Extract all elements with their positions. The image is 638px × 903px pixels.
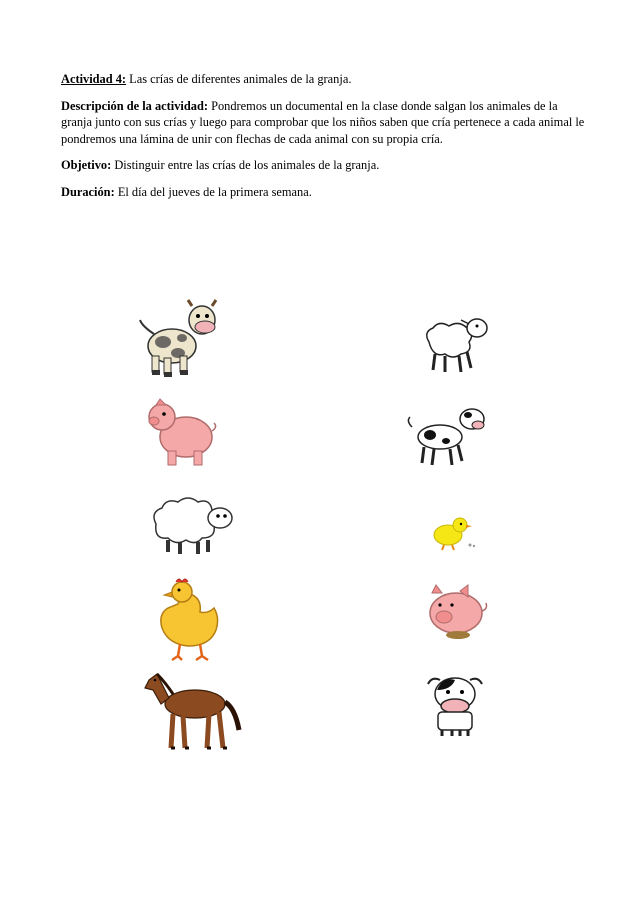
horse-icon (143, 664, 245, 752)
duration-label: Duración: (61, 184, 115, 199)
piglet-picture (418, 583, 490, 643)
cow-picture (136, 296, 222, 380)
activity-title: Las crías de diferentes animales de la granja. (129, 72, 352, 86)
horse-picture (143, 664, 245, 752)
chicken-icon (148, 578, 230, 662)
cow-icon (136, 296, 222, 380)
objective-paragraph (61, 157, 591, 174)
description-label: Descripción de la actividad: (61, 98, 208, 113)
description-paragraph (61, 98, 591, 148)
pig-icon (142, 395, 218, 471)
duration-text: El día del jueves de la primera semana. (117, 184, 312, 199)
sheep-picture (140, 494, 236, 556)
activity-label: Actividad 4: (61, 72, 127, 86)
description-text: Pondremos un documental en la clase donde salgan los animales de la granja junto con sus crías y luego para comprobar que los niños saben que cría pertenece a cada animal le pondremos una lámina de unir con flechas de cada animal con su propia cría. (61, 98, 585, 146)
sheep-icon (140, 494, 236, 556)
activity-text (61, 71, 591, 210)
chicken-picture (148, 578, 230, 662)
baby-cow-icon (424, 672, 486, 738)
objective-label: Objetivo: (61, 158, 112, 172)
lamb-picture (417, 312, 493, 376)
baby-cow-picture (424, 672, 486, 738)
lamb-icon (417, 312, 493, 376)
calf-icon (406, 405, 492, 467)
activity-heading (61, 71, 591, 88)
chick-icon (428, 515, 478, 551)
calf-picture (406, 405, 492, 467)
piglet-icon (418, 583, 490, 643)
pig-picture (142, 395, 218, 471)
duration-paragraph (61, 184, 591, 201)
objective-text: Distinguir entre las crías de los animales de la granja. (114, 158, 380, 172)
chick-picture (428, 515, 478, 551)
